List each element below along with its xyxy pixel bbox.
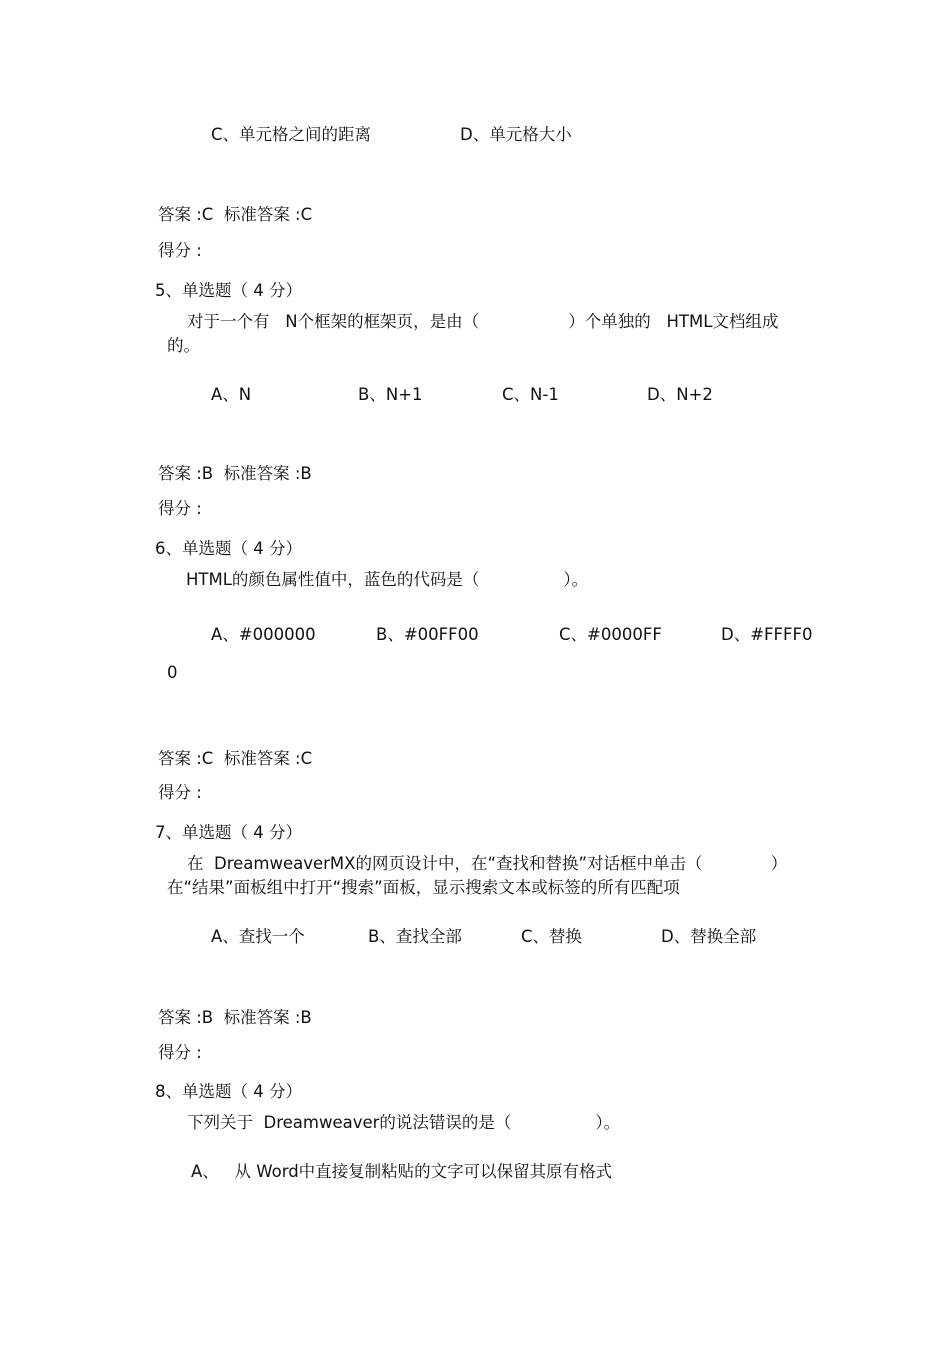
q5-option-c: C、N-1 <box>502 385 559 404</box>
q7-stem-line2: 在“结果”面板组中打开“搜索”面板，显示搜索文本或标签的所有匹配项 <box>167 878 680 897</box>
q5-option-a: A、N <box>211 385 252 404</box>
q7-option-a: A、查找一个 <box>211 927 305 946</box>
q7-answer-line: 答案 :B 标准答案 :B <box>158 1008 312 1027</box>
q8-stem: 下列关于 Dreamweaver的说法错误的是（ ）。 <box>187 1113 621 1132</box>
q6-option-b: B、#00FF00 <box>376 625 479 644</box>
q7-stem-line1: 在 DreamweaverMX的网页设计中，在“查找和替换”对话框中单击（ ） <box>187 854 788 873</box>
q6-answer-line: 答案 :C 标准答案 :C <box>158 749 313 768</box>
q6-option-d-wrap: 0 <box>167 663 178 682</box>
q5-stem-line2: 的。 <box>167 336 200 355</box>
q6-header: 6、单选题（ 4 分） <box>155 539 302 558</box>
q6-option-a: A、#000000 <box>211 625 316 644</box>
q4-score-line: 得分 : <box>158 241 202 260</box>
q7-option-b: B、查找全部 <box>368 927 462 946</box>
q7-option-d: D、替换全部 <box>661 927 757 946</box>
q5-header: 5、单选题（ 4 分） <box>155 281 302 300</box>
q7-header: 7、单选题（ 4 分） <box>155 823 302 842</box>
q8-header: 8、单选题（ 4 分） <box>155 1082 302 1101</box>
q8-option-a: A、 从 Word中直接复制粘贴的文字可以保留其原有格式 <box>191 1162 613 1181</box>
q6-option-c: C、#0000FF <box>559 625 662 644</box>
q4-option-d: D、单元格大小 <box>460 125 572 144</box>
q7-option-c: C、替换 <box>521 927 583 946</box>
q6-stem: HTML的颜色属性值中，蓝色的代码是（ ）。 <box>186 570 589 589</box>
q5-stem-line1: 对于一个有 N个框架的框架页，是由（ ）个单独的 HTML文档组成 <box>187 312 779 331</box>
q5-option-d: D、N+2 <box>647 385 713 404</box>
q5-option-b: B、N+1 <box>358 385 423 404</box>
q7-score-line: 得分 : <box>158 1043 202 1062</box>
q5-answer-line: 答案 :B 标准答案 :B <box>158 464 312 483</box>
q4-option-c: C、单元格之间的距离 <box>211 125 372 144</box>
q6-option-d: D、#FFFF0 <box>721 625 813 644</box>
q5-score-line: 得分 : <box>158 499 202 518</box>
q4-answer-line: 答案 :C 标准答案 :C <box>158 205 313 224</box>
q6-score-line: 得分 : <box>158 783 202 802</box>
